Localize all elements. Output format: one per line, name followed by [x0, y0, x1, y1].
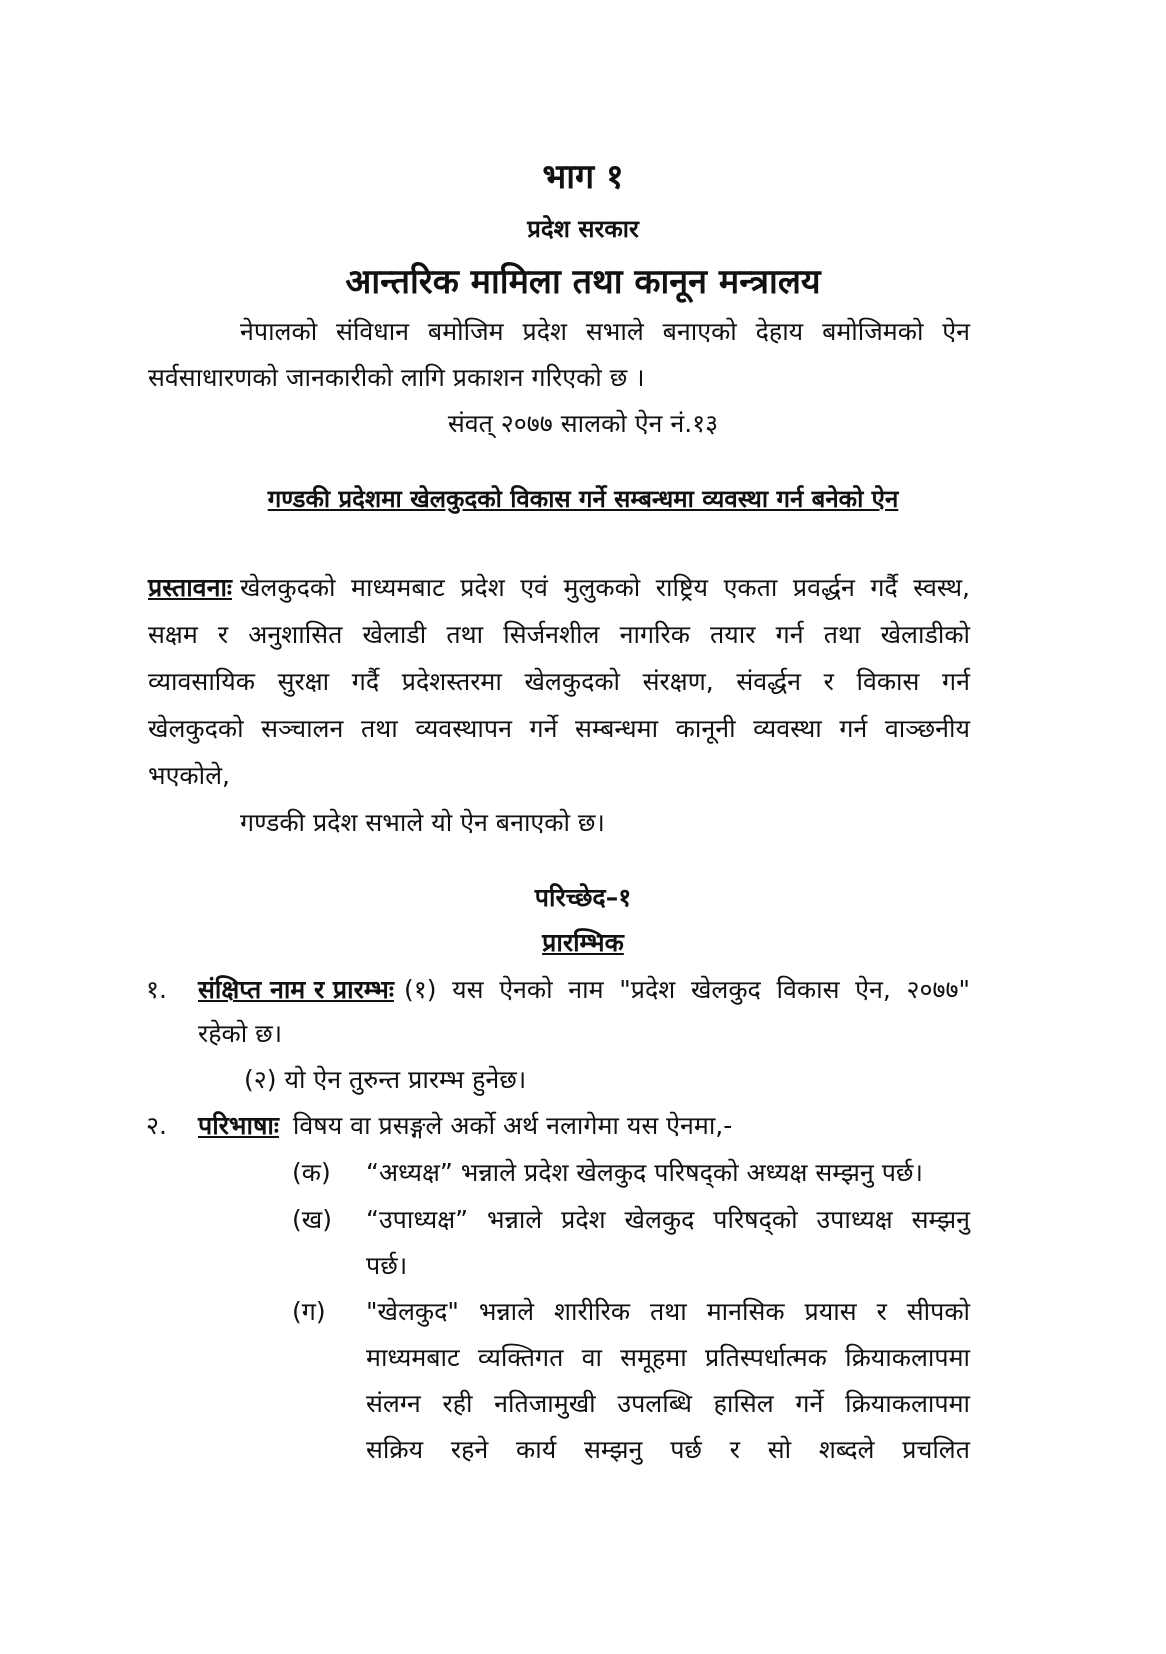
definition-kha-line-2: पर्छ।	[366, 1251, 408, 1280]
chapter-title: प्रारम्भिक	[542, 928, 624, 957]
part-heading: भाग १	[542, 157, 624, 197]
section-2-line-1	[198, 1108, 732, 1142]
preamble-text-1: खेलकुदको माध्यमबाट प्रदेश एवं मुलुकको राष्ट्रिय एकता प्रवर्द्धन गर्दै स्वस्थ,	[239, 573, 970, 602]
section-1-line-1	[198, 972, 970, 1006]
definition-kha-line-1: “उपाध्यक्ष” भन्नाले प्रदेश खेलकुद परिषद्को उपाध्यक्ष सम्झनु	[366, 1205, 970, 1234]
section-2-intro: विषय वा प्रसङ्गले अर्को अर्थ नलागेमा यस ऐनमा,-	[292, 1111, 733, 1140]
section-1-text: (१) यस ऐनको नाम "प्रदेश खेलकुद विकास ऐन, २०७७"	[403, 975, 970, 1004]
definition-ka-line-1: “अध्यक्ष” भन्नाले प्रदेश खेलकुद परिषद्को अध्यक्ष सम्झनु पर्छ।	[366, 1158, 923, 1187]
definition-ka-label: (क)	[292, 1158, 331, 1187]
section-1-number: १.	[146, 975, 167, 1004]
ministry-heading: आन्तरिक मामिला तथा कानून मन्त्रालय	[345, 262, 821, 302]
act-title: गण्डकी प्रदेशमा खेलकुदको विकास गर्ने सम्बन्धमा व्यवस्था गर्न बनेको ऐन	[267, 485, 899, 513]
enactment-clause: गण्डकी प्रदेश सभाले यो ऐन बनाएको छ।	[240, 808, 605, 837]
section-1-heading: संक्षिप्त नाम र प्रारम्भः	[198, 975, 394, 1004]
notice-line-1: नेपालको संविधान बमोजिम प्रदेश सभाले बनाएको देहाय बमोजिमको ऐन	[240, 317, 970, 346]
section-2-number: २.	[146, 1111, 167, 1140]
government-heading: प्रदेश सरकार	[527, 215, 639, 243]
preamble-line-2: सक्षम र अनुशासित खेलाडी तथा सिर्जनशील नागरिक तयार गर्न तथा खेलाडीको	[148, 620, 970, 649]
preamble-label: प्रस्तावनाः	[148, 573, 232, 602]
section-1-line-2: रहेको छ।	[198, 1019, 283, 1048]
preamble-line-3: व्यावसायिक सुरक्षा गर्दै प्रदेशस्तरमा खेलकुदको संरक्षण, संवर्द्धन र विकास गर्न	[148, 667, 970, 696]
preamble-line-5: भएकोले,	[148, 761, 230, 790]
definition-kha-label: (ख)	[292, 1205, 332, 1234]
definition-ga-line-2: माध्यमबाट व्यक्तिगत वा समूहमा प्रतिस्पर्धात्मक क्रियाकलापमा	[366, 1343, 970, 1372]
section-1-sub-2: (२) यो ऐन तुरुन्त प्रारम्भ हुनेछ।	[244, 1065, 527, 1094]
preamble-line-1	[148, 570, 970, 604]
preamble-line-4: खेलकुदको सञ्चालन तथा व्यवस्थापन गर्ने सम्बन्धमा कानूनी व्यवस्था गर्न वाञ्छनीय	[148, 714, 970, 743]
notice-line-2: सर्वसाधारणको जानकारीको लागि प्रकाशन गरिएको छ ।	[148, 363, 645, 392]
definition-ga-label: (ग)	[292, 1297, 326, 1326]
chapter-number: परिच्छेद–१	[534, 883, 632, 912]
definition-ga-line-3: संलग्न रही नतिजामुखी उपलब्धि हासिल गर्ने क्रियाकलापमा	[366, 1389, 970, 1418]
definition-ga-line-1: "खेलकुद" भन्नाले शारीरिक तथा मानसिक प्रयास र सीपको	[366, 1297, 970, 1326]
act-number: संवत् २०७७ सालको ऐन नं.१३	[447, 409, 719, 438]
section-2-heading: परिभाषाः	[198, 1111, 279, 1140]
definition-ga-line-4: सक्रिय रहने कार्य सम्झनु पर्छ र सो शब्दले प्रचलित	[366, 1435, 970, 1464]
